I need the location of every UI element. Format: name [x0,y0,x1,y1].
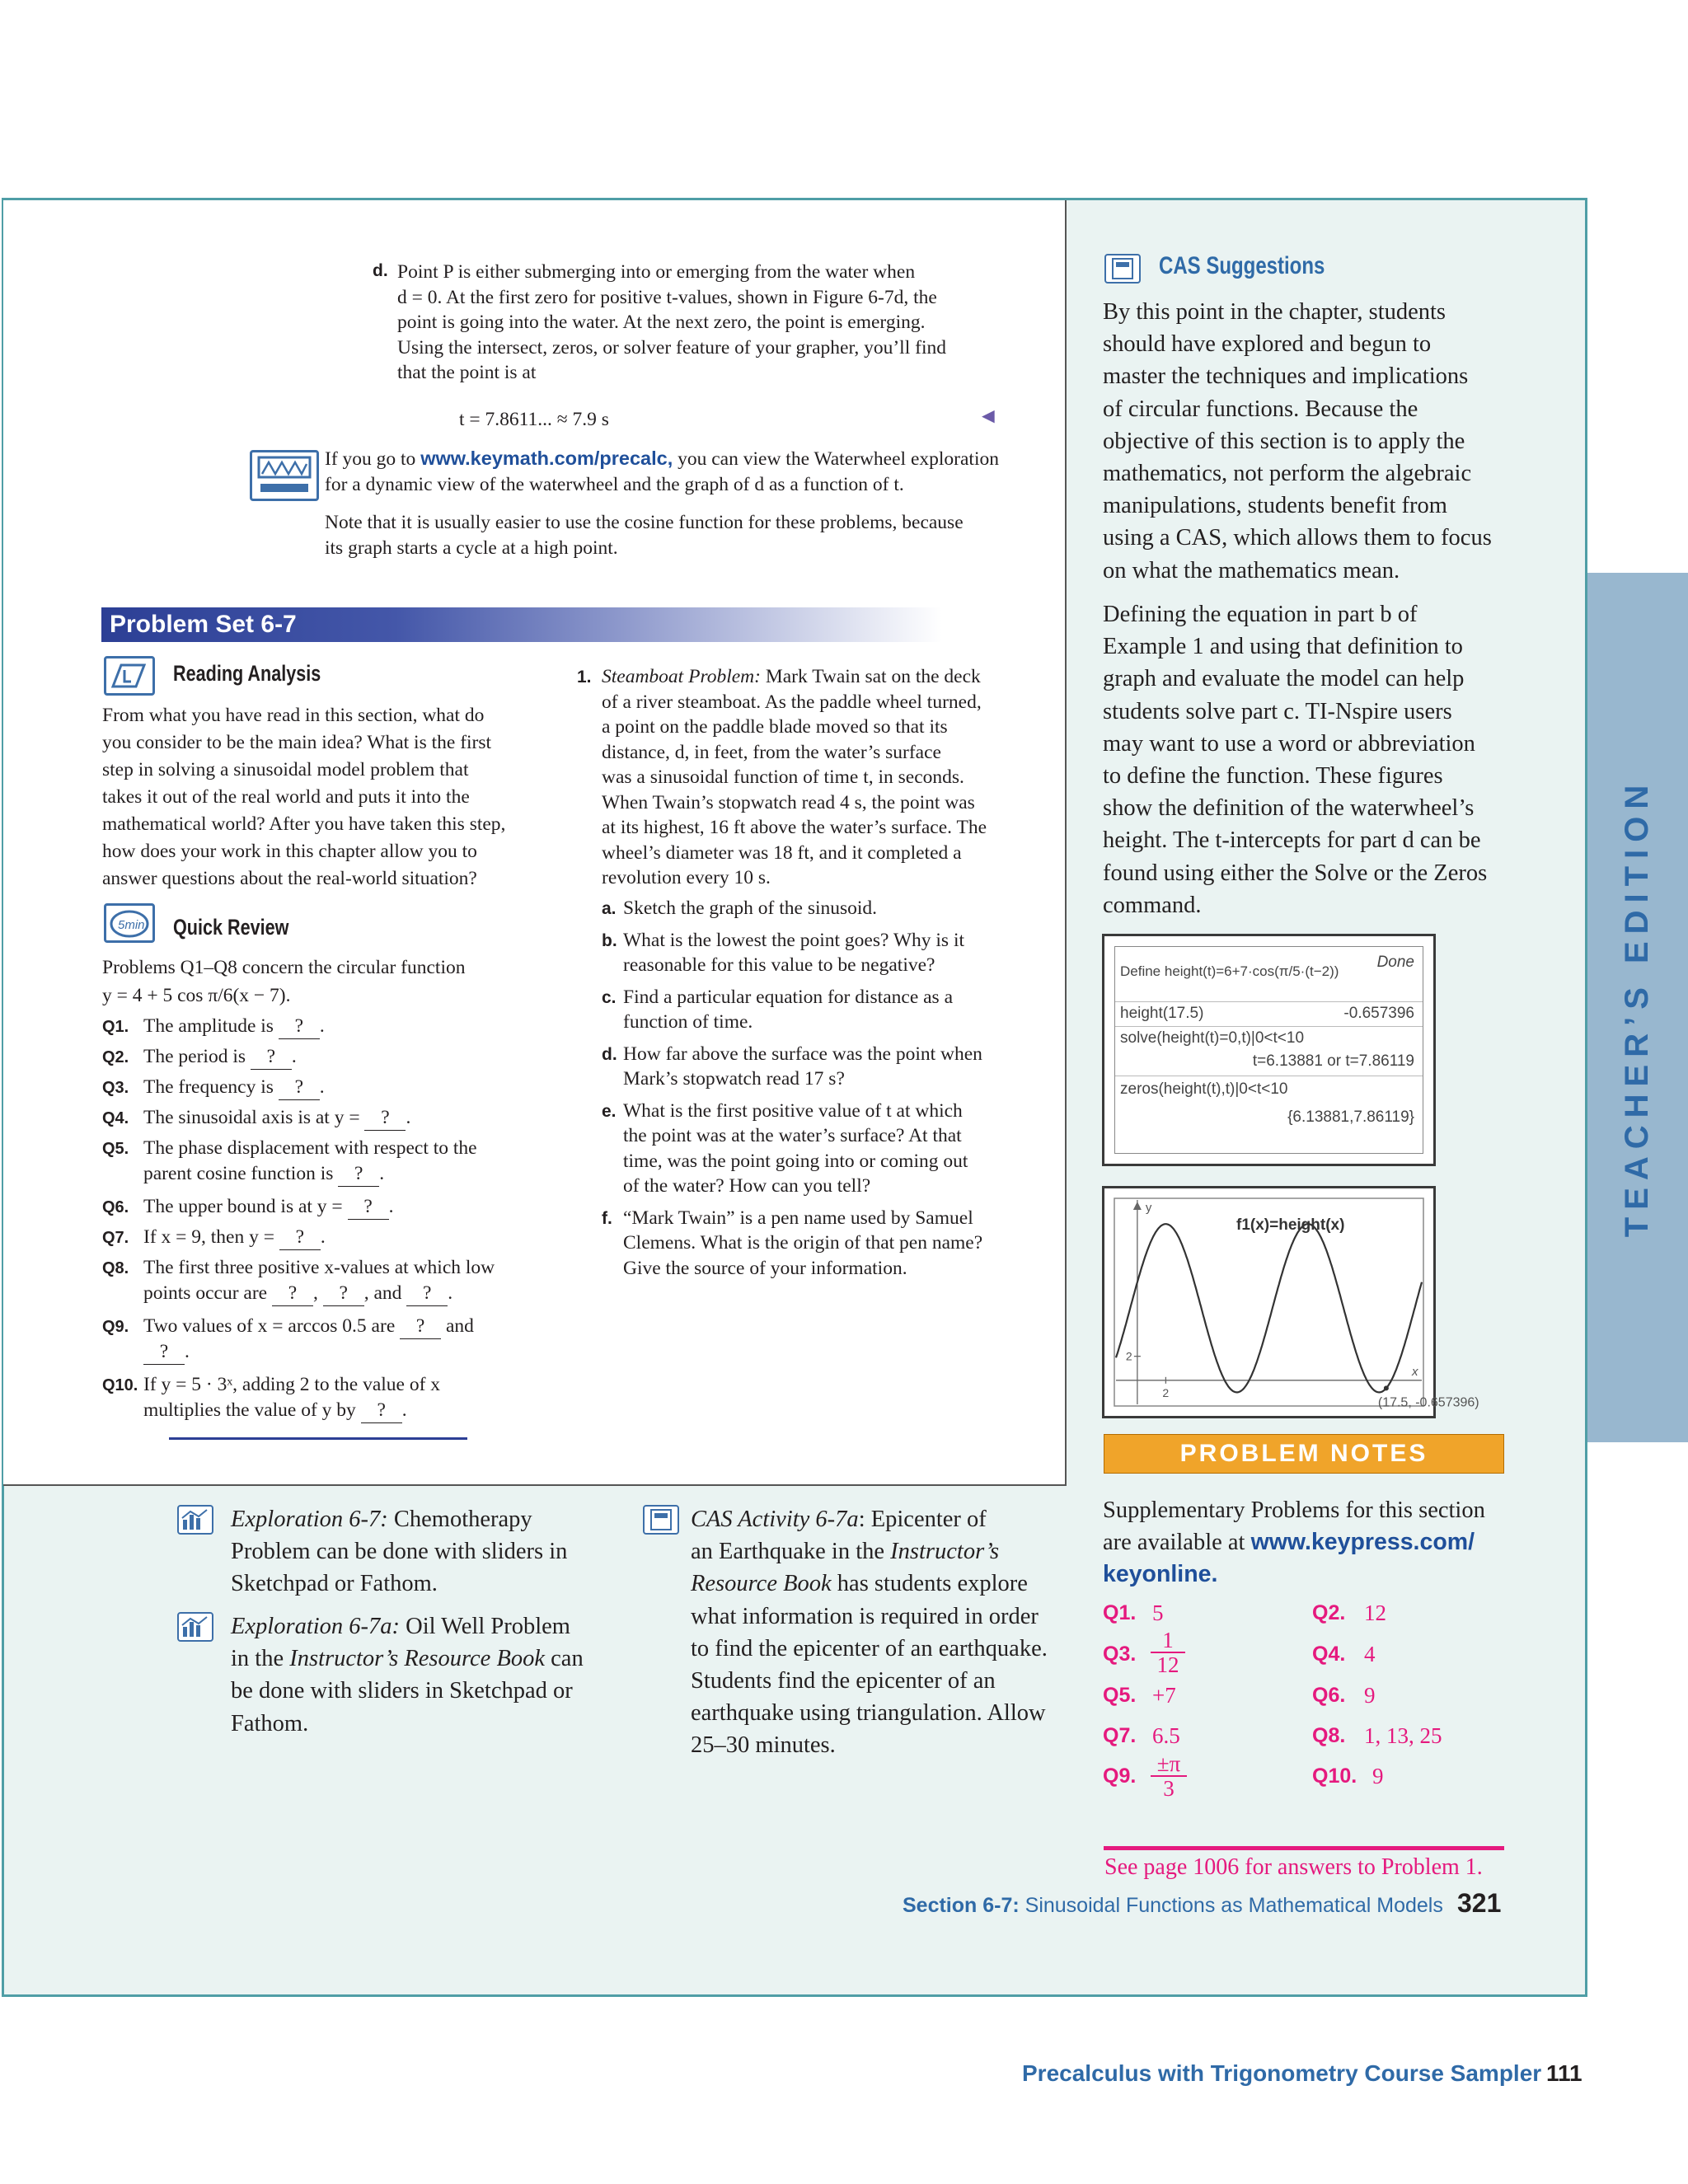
exploration-2 [231,1610,602,1740]
answer-num: Q6. [1312,1684,1346,1707]
cas-line: found using either the Solve or the Zeros [1103,860,1488,886]
answer-num: Q5. [1103,1684,1137,1707]
cas-activity-line: what information is required in order [691,1603,1039,1629]
answer-num: Q10. [1312,1765,1357,1788]
part-line: time, was the point going into or coming out [623,1150,968,1172]
quick-review-item [102,1044,580,1075]
q-num: Q6. [102,1198,129,1216]
cas-activity-line: Students find the epicenter of an [691,1668,996,1694]
calc-result: {6.13881,7.86119} [1287,1108,1414,1126]
answer-blank: ? [279,1225,321,1250]
q-text-line2: multiplies the value of y by [143,1399,356,1421]
q-tail: . [379,1163,385,1184]
reading-line: mathematical world? After you have taken this step, [102,813,506,835]
calculator-graph-screen [1102,1186,1479,1418]
q-num: Q10. [102,1376,138,1394]
part-label: a. [602,899,617,918]
section-title: Sinusoidal Functions as Mathematical Models [1019,1894,1443,1917]
reading-line: takes it out of the real world and puts it into the [102,786,470,808]
quick-review-item [102,1194,580,1225]
cas-activity-line: an Earthquake in the [691,1539,891,1565]
cas-line: objective of this section is to apply the [1103,428,1465,454]
calc-entry: Define height(t)=6+7·cos(π/5·(t−2)) [1120,963,1339,979]
cas-line: mathematics, not perform the algebraic [1103,461,1472,487]
q-text: The upper bound is at y = [143,1196,343,1217]
part-d-line: that the point is at [397,362,537,383]
part-d-line: Using the intersect, zeros, or solver feature of your grapher, you’ll find [397,336,946,359]
answer-blank: ? [272,1281,313,1306]
quick-review-item [102,1136,580,1194]
cas-line: should have explored and begun to [1103,331,1432,358]
part-label: c. [602,987,617,1007]
cas-line: master the techniques and implications [1103,363,1469,390]
q-tail: . [319,1015,325,1037]
calc-entry: zeros(height(t),t)|0<t<10 [1120,1080,1288,1098]
side-tab-label: TEACHER’S EDITION [1619,777,1656,1238]
q-text: The period is [143,1046,246,1067]
calc-result: t=6.13881 or t=7.86119 [1252,1052,1414,1070]
q-text: If x = 9, then y = [143,1226,274,1248]
answer-num: Q2. [1312,1601,1346,1624]
answer-value: 9 [1364,1683,1376,1708]
keymath-before: If you go to [325,448,421,470]
exploration-line: be done with sliders in Sketchpad or [231,1678,573,1704]
cas-activity-line: 25–30 minutes. [691,1732,836,1759]
section-label: Section 6-7: [903,1894,1020,1917]
q-text: Two values of x = arccos 0.5 are [143,1315,396,1337]
answer-num: Q7. [1103,1724,1137,1747]
answer-value: 12 [1364,1601,1386,1625]
part-d-line: Point P is either submerging into or emerging from the water when [397,261,916,283]
calc-row-eval [1115,1001,1423,1027]
dynamic-exploration-icon [250,450,319,501]
answer-num: Q4. [1312,1643,1346,1666]
exploration-title: Exploration 6-7a: [231,1614,401,1639]
calc-entry: solve(height(t)=0,t)|0<t<10 [1120,1029,1305,1047]
part-d-label: d. [373,261,388,280]
answer-blank: ? [143,1339,185,1365]
q-num: Q2. [102,1048,129,1066]
problem-set-title: Problem Set 6-7 [110,611,297,638]
problem-1-line: distance, d, in feet, from the water’s surface [602,741,941,763]
quick-review-item [102,1372,580,1431]
q-num: Q3. [102,1079,129,1097]
q-text: The sinusoidal axis is at y = [143,1107,360,1128]
calc-result: -0.657396 [1343,1005,1414,1022]
answer-blank: ? [406,1281,448,1306]
quick-review-heading: Quick Review [173,915,289,940]
book-title: Precalculus with Trigonometry Course Sampler [1022,2060,1542,2086]
problem-1-part [602,985,1030,1035]
supp-line: Supplementary Problems for this section [1103,1497,1485,1523]
q-tail: . [320,1226,326,1248]
cas-line: Example 1 and using that definition to [1103,634,1463,660]
part-line: Give the source of your information. [623,1257,907,1279]
reading-line: how does your work in this chapter allow you to [102,841,477,862]
answer-blank: ? [323,1281,364,1306]
part-line: “Mark Twain” is a pen name used by Samuel [623,1207,973,1229]
cas-activity-line: Instructor’s [890,1539,1000,1565]
sinusoid-graph [1104,1188,1479,1416]
part-label: d. [602,1044,617,1064]
q-tail: . [401,1399,407,1421]
cas-line: may want to use a word or abbreviation [1103,730,1475,757]
keymath-note [325,446,1009,497]
book-page-number: 111 [1546,2060,1582,2086]
problem-1-part [602,1099,1030,1199]
answer-blank: ? [364,1105,406,1131]
answer-value: 4 [1364,1642,1376,1666]
reading-analysis-text [102,702,572,893]
problem-1-parts [602,896,1030,1287]
problem-1-part [602,896,1030,921]
graph-point-label: (17.5, -0.657396) [1377,1395,1479,1410]
part-d-line: point is going into the water. At the next zero, the point is emerging. [397,312,926,333]
section-footer [903,1894,1443,1918]
part-line: of the water? How can you tell? [623,1175,871,1197]
calc-row-solve [1115,1026,1423,1076]
answer-blank: ? [279,1014,320,1039]
problem-1-line: a point on the paddle blade moved so that its [602,716,948,738]
cas-line: using a CAS, which allows them to focus [1103,525,1492,551]
exploration-line: Sketchpad or Fathom. [231,1571,438,1597]
supplementary-note [1103,1494,1548,1591]
cas-line: By this point in the chapter, students [1103,299,1447,325]
reading-analysis-heading: Reading Analysis [173,661,321,686]
see-page-note: See page 1006 for answers to Problem 1. [1104,1854,1483,1880]
fraction-numerator: 1 [1151,1629,1185,1653]
cas-suggestions-heading: CAS Suggestions [1159,252,1325,279]
exploration-line: Problem can be done with sliders in [231,1539,568,1565]
part-line: What is the lowest the point goes? Why is it [623,929,965,951]
answer-num: Q8. [1312,1724,1346,1747]
q-num: Q5. [102,1140,129,1158]
part-line: the point was at the water’s surface? At that [623,1125,962,1146]
problem-1-line: revolution every 10 s. [602,867,771,888]
keymath-link[interactable]: www.keymath.com/precalc, [420,448,673,469]
calculator-screen-inner [1114,946,1423,1154]
cas-line: show the definition of the waterwheel’s [1103,795,1475,822]
supp-dot: . [1211,1561,1218,1588]
problem-1-line: wheel’s diameter was 18 ft, and it completed a [602,841,962,864]
cas-line: command. [1103,892,1202,918]
sketchpad-icon [177,1612,213,1642]
problem-notes-heading: PROBLEM NOTES [1179,1440,1428,1467]
problem-1-line: was a sinusoidal function of time t, in seconds. [602,766,964,788]
cas-icon [1104,254,1141,284]
graph-y-tick: 2 [1125,1349,1132,1363]
part-label: b. [602,930,617,950]
part-d-text [397,260,991,386]
graph-function-label: f1(x)=height(x) [1236,1216,1345,1234]
quick-review-intro-2: y = 4 + 5 cos π/6(x − 7). [102,985,291,1006]
answers-rule [1104,1846,1504,1850]
exploration-line: can [545,1646,584,1672]
stopwatch-icon-text: 5min [118,918,145,932]
solution-marker-icon: ◄ [978,404,999,428]
answer-blank: ? [279,1075,320,1100]
calc-entry: height(17.5) [1120,1005,1204,1022]
answer-blank: ? [338,1161,379,1187]
cas-line: of circular functions. Because the [1103,396,1418,422]
part-d-line: d = 0. At the first zero for positive t-values, shown in Figure 6-7d, the [397,286,937,308]
exploration-line: Fathom. [231,1710,309,1736]
side-tab-label-wrap [1587,573,1688,1442]
keyonline-link[interactable]: keyonline [1103,1561,1212,1588]
fraction-denominator: 3 [1163,1776,1175,1801]
stopwatch-icon [104,903,155,943]
q-tail: and [446,1315,474,1337]
fraction-denominator: 12 [1156,1652,1179,1677]
quick-review-item: Q8. The first three positive x-values at which low points occur are ? , ? , and ? . [102,1255,580,1314]
problem-1-title: Steamboat Problem: [602,666,761,687]
q-text: The frequency is [143,1076,274,1098]
cas-line: height. The t-intercepts for part d can be [1103,827,1481,854]
part-line: How far above the surface was the point when [623,1043,982,1065]
q-text-line2: points occur are [143,1282,268,1304]
answer-value: +7 [1152,1683,1176,1708]
calc-row-define [1115,947,1423,1002]
answer-blank: ? [348,1194,389,1220]
cas-line: students solve part c. TI-Nspire users [1103,698,1452,724]
part-line: function of time. [623,1011,753,1033]
quick-review-item [102,1075,580,1105]
part-line: Find a particular equation for distance as a [623,986,954,1008]
cosine-note-line: its graph starts a cycle at a high point. [325,537,618,559]
keypress-link[interactable]: www.keypress.com/ [1250,1529,1475,1556]
cas-activity-line: Resource Book [691,1571,832,1597]
q-tail: . [406,1107,411,1128]
reading-line: you consider to be the main idea? What is the first [102,732,492,753]
cas-activity-line: : Epicenter of [858,1507,987,1532]
quick-review-item [102,1105,580,1136]
part-line: Clemens. What is the origin of that pen name? [623,1232,983,1254]
calc-result: Done [1376,954,1414,971]
reading-line: answer questions about the real-world situation? [102,868,477,889]
quick-review-rule [169,1437,467,1440]
q-num: Q9. [102,1318,129,1336]
cas-activity-title: CAS Activity 6-7a [691,1507,859,1532]
problem-1-part [602,928,1030,978]
cas-activity [691,1503,1070,1762]
exploration-title: Exploration 6-7: [231,1507,388,1532]
cas-suggestions-para1 [1103,296,1531,587]
graph-x-tick: 2 [1162,1385,1170,1399]
cas-activity-icon [643,1505,679,1535]
answer-fraction [1151,1629,1185,1676]
part-line: Mark’s stopwatch read 17 s? [623,1068,845,1090]
problem-1-part [602,1042,1030,1092]
answer-num: Q1. [1103,1601,1137,1624]
fraction-numerator: ±π [1151,1752,1187,1777]
cas-line: manipulations, students benefit from [1103,493,1447,519]
exploration-line: Instructor’s Resource Book [289,1646,546,1672]
problem-1-line: of a river steamboat. As the paddle wheel turned, [602,691,982,713]
exploration-1 [231,1503,602,1601]
q-text: The first three positive x-values at which low [143,1257,495,1278]
q-text: The amplitude is [143,1015,274,1037]
graph-x-label: x [1412,1364,1418,1379]
reading-analysis-icon [104,656,155,696]
exploration-line: Oil Well Problem [400,1614,570,1639]
quick-review-item: Q9. Two values of x = arccos 0.5 are ? and ? . [102,1314,580,1372]
cas-activity-line: to find the epicenter of an earthquake. [691,1635,1048,1661]
q-tail: . [448,1282,453,1304]
exploration-line: Chemotherapy [387,1507,532,1532]
graph-trace-point [1384,1385,1389,1390]
cas-line: on what the mathematics mean. [1103,557,1400,583]
graph-y-label: y [1145,1201,1152,1215]
quick-review-intro-1: Problems Q1–Q8 concern the circular function [102,957,466,978]
answer-value: 6.5 [1152,1723,1180,1748]
q-text: The phase displacement with respect to the [143,1137,477,1159]
quick-review-list [102,1014,580,1431]
cas-activity-line: earthquake using triangulation. Allow [691,1700,1046,1727]
answer-blank: ? [361,1398,402,1423]
q-num: Q4. [102,1109,129,1127]
cosine-note [325,510,1009,560]
part-label: f. [602,1208,612,1228]
page-number: 321 [1457,1888,1502,1918]
problem-1-number: 1. [577,668,592,687]
cas-line: to define the function. These figures [1103,763,1443,790]
cas-activity-line: has students explore [831,1571,1028,1597]
part-line: reasonable for this value to be negative? [623,954,935,976]
answer-blank: ? [251,1044,292,1070]
part-line: What is the first positive value of t at which [623,1099,963,1122]
reading-line: step in solving a sinusoidal model problem that [102,759,469,780]
problem-1-part [602,1206,1030,1282]
cosine-note-line: Note that it is usually easier to use the cosine function for these problems, because [325,512,964,533]
part-line: Sketch the graph of the sinusoid. [623,898,878,919]
answer-value: 9 [1372,1764,1384,1788]
keymath-after: you can view the Waterwheel exploration [673,448,999,470]
quick-review-item [102,1014,580,1044]
quick-review-item [102,1225,580,1255]
supp-line: are available at [1103,1530,1251,1556]
reading-line: From what you have read in this section, what do [102,705,485,726]
q-text: If y = 5 · 3ˣ, adding 2 to the value of x [143,1374,441,1395]
part-d-equation: t = 7.8611... ≈ 7.9 s [459,409,609,430]
q-num: Q8. [102,1259,129,1277]
calc-row-zeros [1115,1076,1423,1141]
answer-num: Q9. [1103,1765,1137,1788]
q-tail: . [319,1076,325,1098]
answer-value: 1, 13, 25 [1364,1723,1442,1748]
answer-fraction [1151,1752,1187,1800]
q-tail: . [291,1046,297,1067]
problem-1-line: at its highest, 16 ft above the water’s surface. The [602,817,987,838]
cas-line: graph and evaluate the model can help [1103,666,1465,692]
calculator-screen-cas [1102,934,1436,1166]
q-num: Q1. [102,1018,129,1036]
answer-num: Q3. [1103,1643,1137,1666]
answer-blank: ? [400,1314,441,1339]
q-tail: . [388,1196,394,1217]
problem-1-line: When Twain’s stopwatch read 4 s, the point was [602,791,975,813]
q-num: Q7. [102,1229,129,1247]
cas-suggestions-para2 [1103,598,1531,921]
exploration-line: in the [231,1646,290,1672]
q-text-line2: parent cosine function is [143,1163,334,1184]
answer-value: 5 [1152,1601,1164,1625]
part-label: e. [602,1101,617,1121]
cas-line: Defining the equation in part b of [1103,602,1418,627]
keymath-line2: for a dynamic view of the waterwheel and the graph of d as a function of t. [325,473,904,495]
problem-1-text [602,664,1030,891]
problem-1-line: Mark Twain sat on the deck [765,666,981,687]
sketchpad-icon [177,1505,213,1535]
